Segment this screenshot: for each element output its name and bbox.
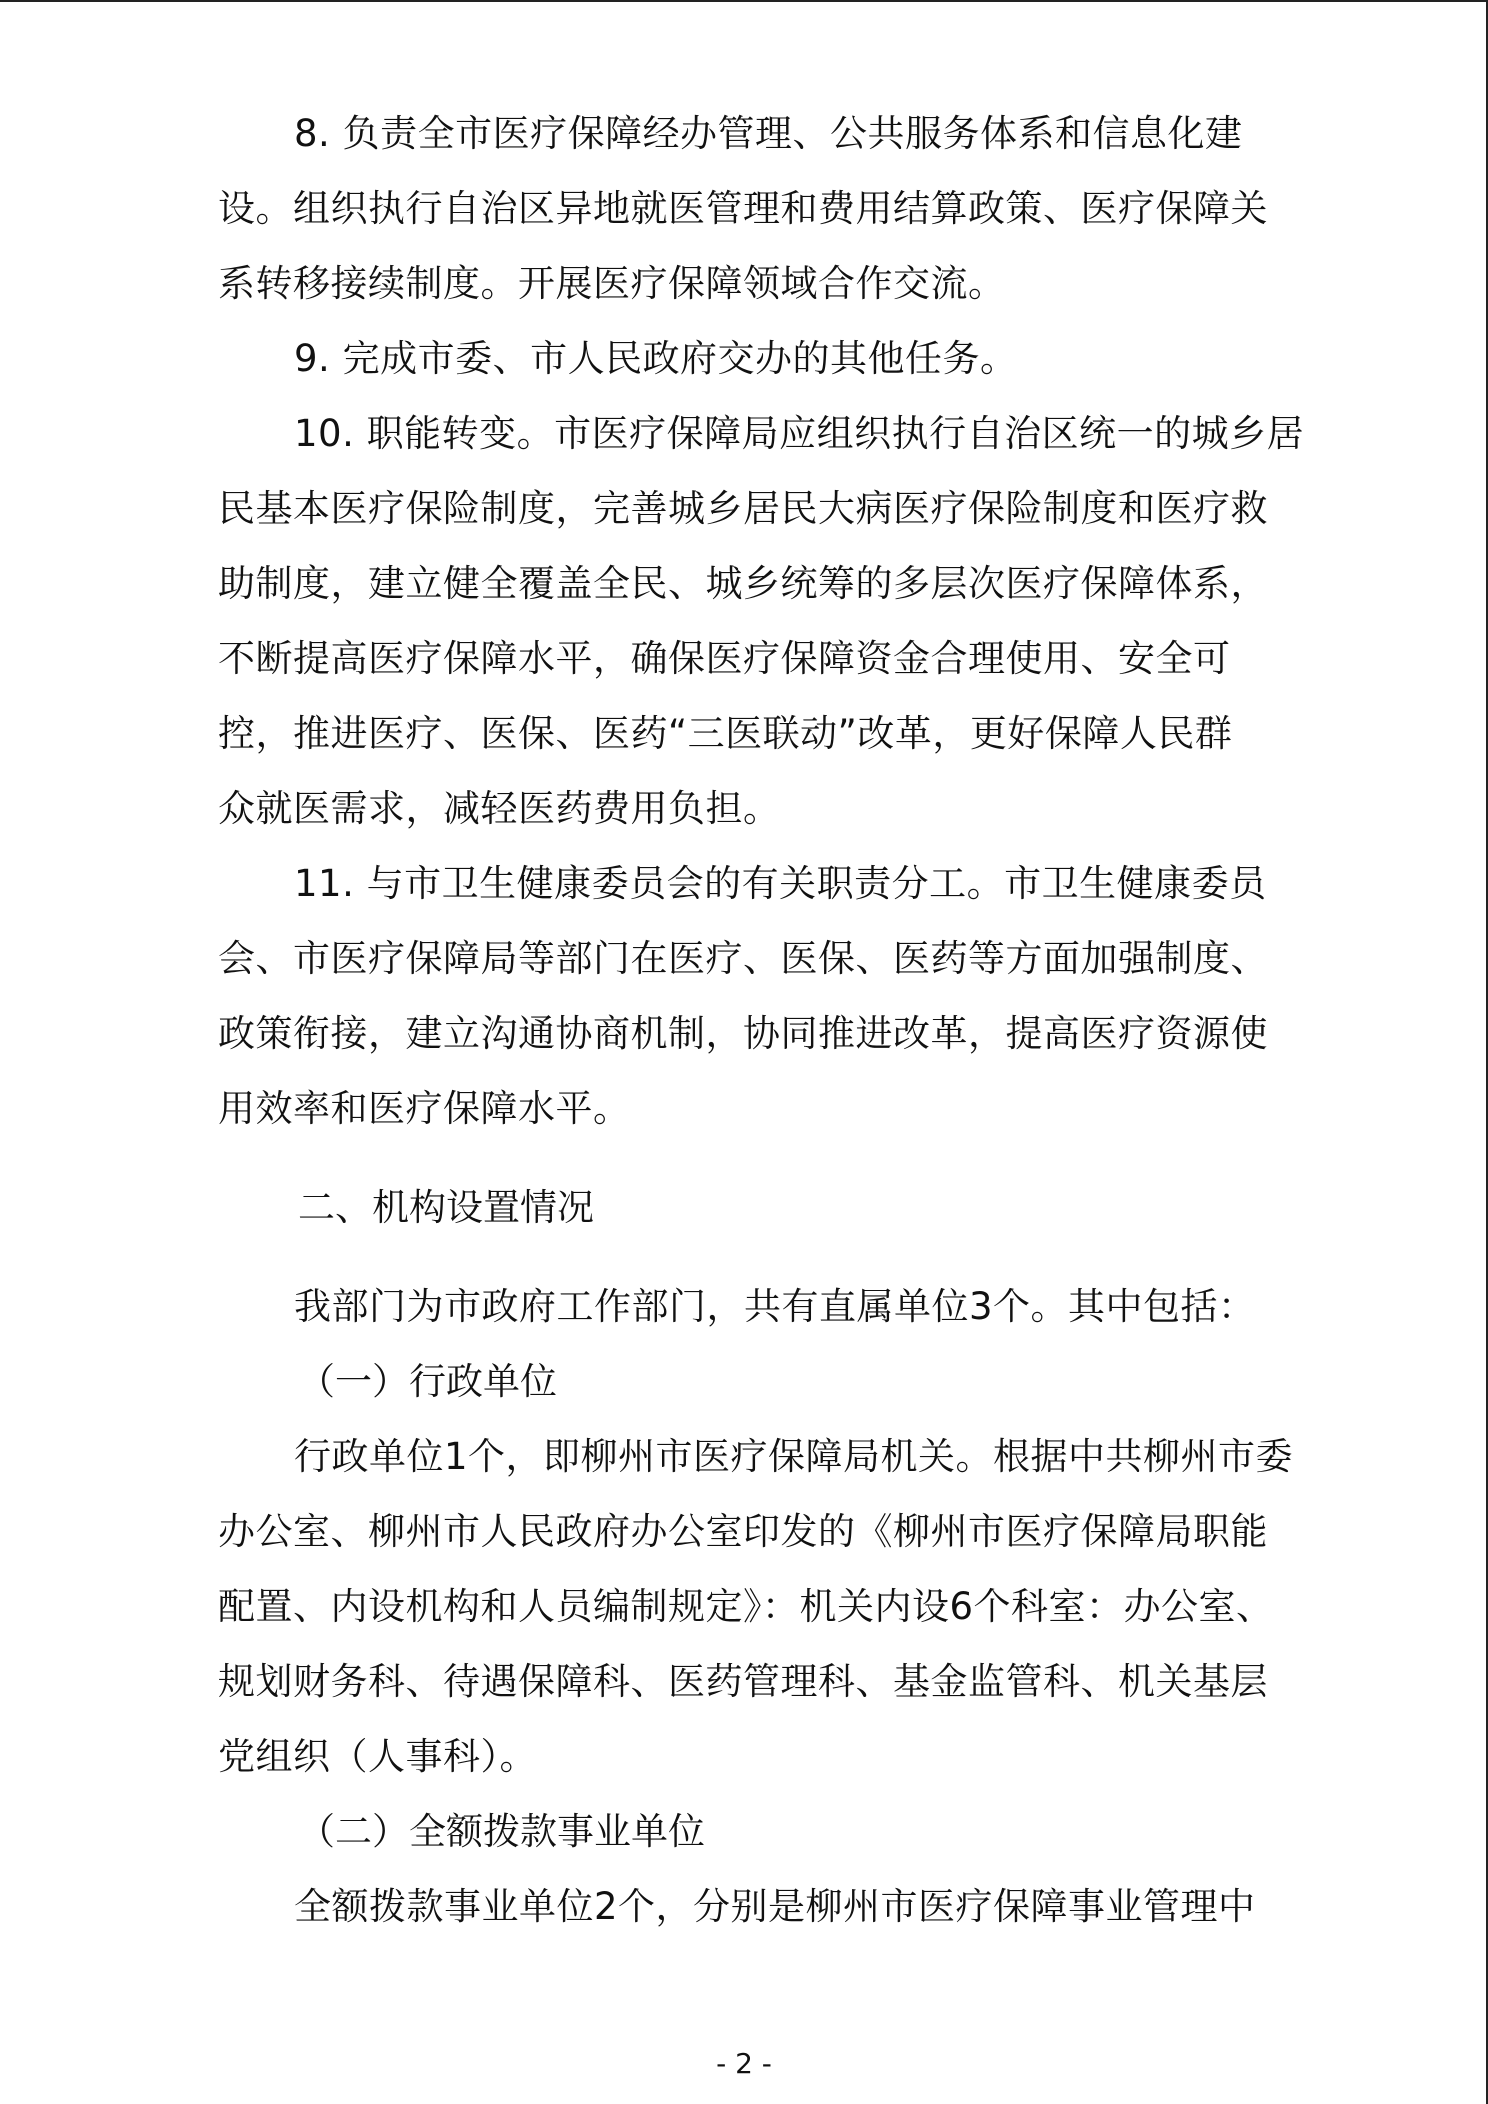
text-line: 不断提高医疗保障水平，确保医疗保障资金合理使用、安全可 [218,637,1231,680]
text-line: 配置、内设机构和人员编制规定》：机关内设6个科室：办公室、 [218,1585,1274,1628]
text-line: 11. 与市卫生健康委员会的有关职责分工。市卫生健康委员 [294,862,1267,905]
text-line: 行政单位1个，即柳州市医疗保障局机关。根据中共柳州市委 [294,1435,1294,1478]
text-line: 用效率和医疗保障水平。 [218,1087,631,1130]
text-line: 党组织（人事科）。 [218,1735,537,1778]
text-line: 众就医需求，减轻医药费用负担。 [218,787,781,830]
text-line: 办公室、柳州市人民政府办公室印发的《柳州市医疗保障局职能 [218,1510,1268,1553]
text-line: 系转移接续制度。开展医疗保障领域合作交流。 [218,262,1006,305]
text-line: 会、市医疗保障局等部门在医疗、医保、医药等方面加强制度、 [218,937,1268,980]
paragraph-item-8 [218,96,1288,321]
section-heading: 二、机构设置情况 [298,1186,594,1229]
text-line: 规划财务科、待遇保障科、医药管理科、基金监管科、机关基层 [218,1660,1268,1703]
page-number: - 2 - [716,2047,772,2080]
text-line: 10. 职能转变。市医疗保障局应组织执行自治区统一的城乡居 [294,412,1305,455]
top-border [0,0,1488,2]
administrative-unit-paragraph [218,1419,1294,1794]
text-line: 民基本医疗保险制度，完善城乡居民大病医疗保险制度和医疗救 [218,487,1268,530]
text-line: 全额拨款事业单位2个，分别是柳州市医疗保障事业管理中 [294,1885,1256,1928]
paragraph-item-11 [218,846,1288,1146]
subheading-funded-institution: （二）全额拨款事业单位 [298,1810,705,1853]
text-line: 设。组织执行自治区异地就医管理和费用结算政策、医疗保障关 [218,187,1268,230]
text-line: 9. 完成市委、市人民政府交办的其他任务。 [294,337,1018,380]
paragraph-item-9 [218,321,1288,396]
funded-institution-paragraph [218,1869,1288,1944]
text-line: 助制度，建立健全覆盖全民、城乡统筹的多层次医疗保障体系， [218,562,1268,605]
intro-paragraph [218,1269,1288,1344]
document-page [218,96,1305,1944]
text-line: 我部门为市政府工作部门，共有直属单位3个。其中包括： [294,1285,1256,1328]
paragraph-item-10 [218,396,1305,846]
text-line: 政策衔接，建立沟通协商机制，协同推进改革，提高医疗资源使 [218,1012,1268,1055]
text-line: 8. 负责全市医疗保障经办管理、公共服务体系和信息化建 [294,112,1243,155]
subheading-administrative-unit: （一）行政单位 [298,1360,557,1403]
text-line: 控，推进医疗、医保、医药“三医联动”改革，更好保障人民群 [218,712,1233,755]
